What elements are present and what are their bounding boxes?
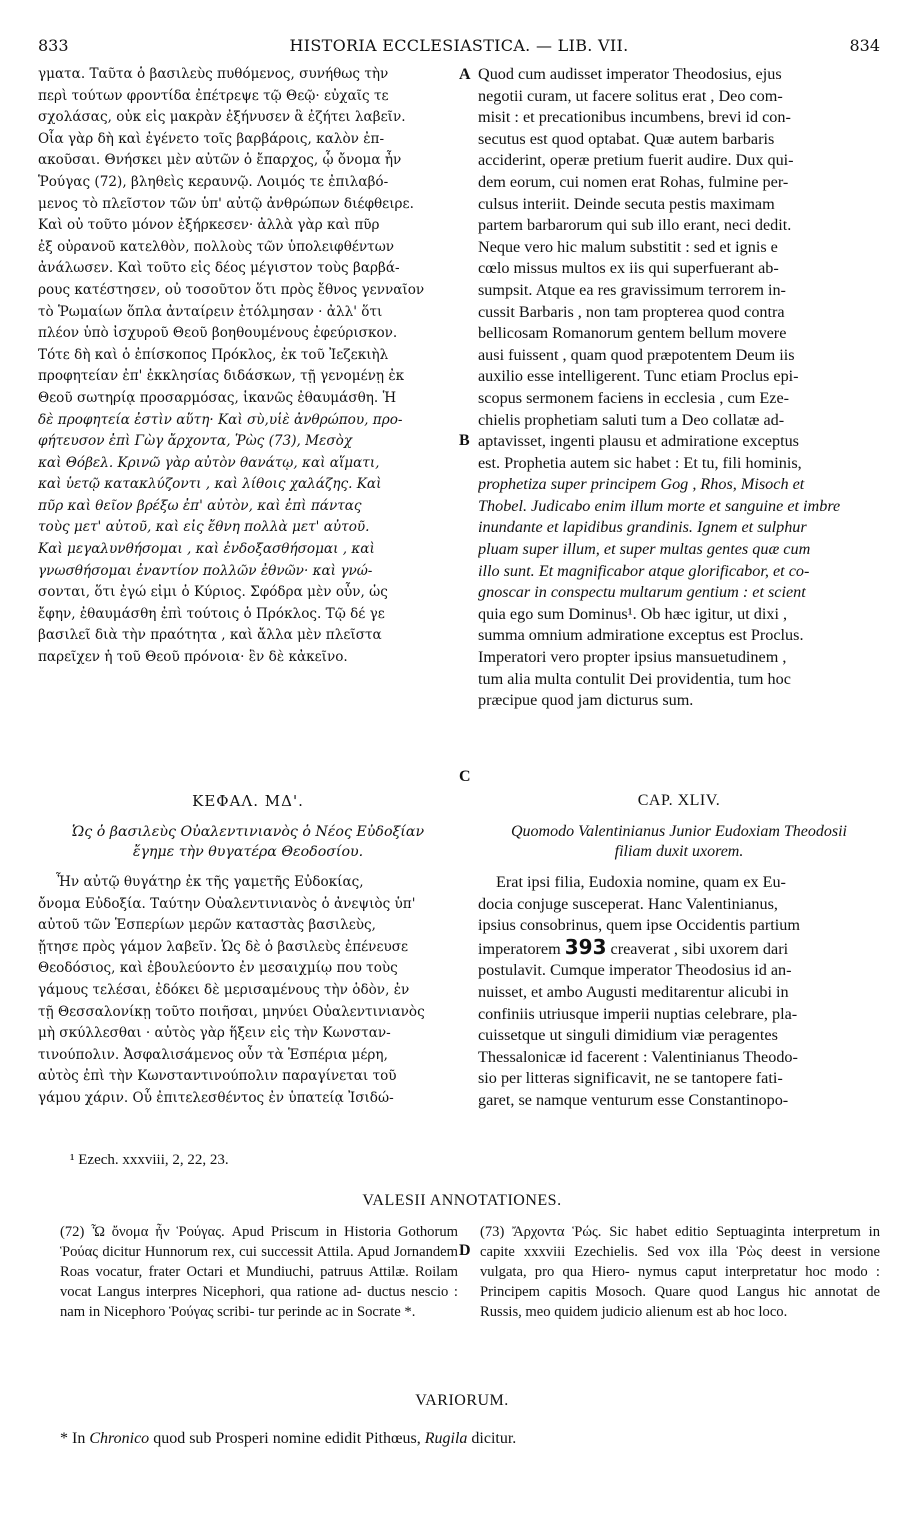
variorum-heading: VARIORUM. bbox=[415, 1392, 509, 1409]
annotation-line: Historia Gothorum Ῥούας dicitur Hunnorum rex, bbox=[60, 1224, 458, 1260]
greek-line: σχολάσας, οὐκ εἰς μακρὰν ἐξήνυσεν ἃ ἐζήτει λαβεῖν. bbox=[38, 109, 406, 126]
latin-line: prophetiza super principem Gog , Rhos, Misoch et bbox=[478, 475, 805, 494]
latin-line: cuissetque ut singuli dimidium viæ peragentes bbox=[478, 1026, 778, 1045]
latin-line: sumpsit. Atque ea res gravissimum terrorem in- bbox=[478, 280, 786, 299]
page-reference-number: 393 bbox=[564, 934, 607, 959]
greek-line: μὴ σκύλλεσθαι · αὐτὸς γὰρ ἥξειν εἰς τὴν Κωνσταν- bbox=[38, 1025, 391, 1042]
latin-line: negotii curam, ut facere solitus erat , Deo com- bbox=[478, 86, 783, 105]
latin-line: chielis prophetiam saluti tum a Deo collatæ ad- bbox=[478, 410, 785, 429]
latin-column-top bbox=[478, 64, 880, 720]
latin-line: aptavisset, ingenti plausu et admiratione exceptus bbox=[478, 432, 799, 451]
annotations-heading: VALESII ANNOTATIONES. bbox=[362, 1192, 562, 1209]
annotation-line: loco. bbox=[758, 1304, 788, 1320]
footnote-part: quod sub Prosperi nomine edidit Pithœus, bbox=[153, 1430, 421, 1447]
greek-chapter-subtitle bbox=[38, 822, 458, 862]
annotation-line: capitis Mosoch. Quare quod Langus hic annotat de bbox=[548, 1284, 880, 1300]
greek-line: Καὶ οὐ τοῦτο μόνον ἐξήρκεσεν· ἀλλὰ γὰρ καὶ πῦρ bbox=[38, 217, 380, 234]
annotation-line: nymus caput interpretatur hoc modo : Principem bbox=[480, 1264, 880, 1300]
page-number-right: 834 bbox=[849, 36, 880, 55]
greek-line: τοὺς μετ' αὐτοῦ, καὶ εἰς ἔθνη πολλὰ μετ' αὐτοῦ. bbox=[38, 519, 370, 536]
latin-line: secutus est quod optabat. Quæ autem barbaris bbox=[478, 129, 775, 148]
latin-line: nuisset, et ambo Augusti meditarentur alicubi in bbox=[478, 982, 789, 1001]
latin-line: bellicosam Romanorum gentem bellum movere bbox=[478, 324, 787, 343]
latin-line: culsus interiit. Deinde secuta pestis maximam bbox=[478, 194, 775, 213]
latin-line: garet, se namque venturum esse Constantinopo- bbox=[478, 1090, 789, 1109]
footnote-part: Rugila bbox=[424, 1430, 468, 1447]
latin-line: inundante et lapidibus grandinis. Ignem et sulphur bbox=[478, 518, 807, 537]
greek-line: περὶ τούτων φροντίδα ἐπέτρεψε τῷ Θεῷ· εὐχαῖς τε bbox=[38, 87, 389, 104]
greek-line: ἀνάλωσεν. Καὶ τοῦτο εἰς δέος μέγιστον τοὺς βαρβά- bbox=[38, 260, 400, 277]
latin-line: Imperatori vero propter ipsius mansuetudinem , bbox=[478, 648, 787, 667]
latin-line: postulavit. Cumque imperator Theodosius id an- bbox=[478, 961, 792, 980]
latin-line: sio per litteras significavit, ne se tantopere fati- bbox=[478, 1069, 783, 1088]
latin-line: docia conjuge susceperat. Hanc Valentinianus, bbox=[478, 894, 778, 913]
annotation-line: ductus nescio : nam in Nicephoro Ῥούγας scribi- bbox=[60, 1284, 458, 1320]
latin-line: Thessalonicæ id facerent : Valentinianus Theodo- bbox=[478, 1047, 798, 1066]
latin-line: est. Prophetia autem sic habet : Et tu, fili hominis, bbox=[478, 453, 802, 472]
running-header bbox=[38, 36, 880, 56]
latin-line: ipsius consobrinus, quem ipse Occidentis partium bbox=[478, 916, 800, 935]
running-title: HISTORIA ECCLESIASTICA. — LIB. VII. bbox=[289, 36, 629, 55]
greek-line: ακοῦσαι. Θνήσκει μὲν αὐτῶν ὁ ἔπαρχος, ᾧ ὄνομα ἦν bbox=[38, 152, 402, 169]
footnote-part: * In bbox=[60, 1430, 86, 1447]
latin-line: scopus sermonem faciens in ecclesia , cum Eze- bbox=[478, 388, 790, 407]
latin-line: præcipue quod jam dicturus sum. bbox=[478, 691, 694, 710]
greek-line: βασιλεῖ διὰ τὴν πραότητα , καὶ ἄλλα μὲν πλεῖστα bbox=[38, 627, 382, 644]
margin-marker-a: A bbox=[459, 66, 471, 83]
latin-line: pluam super illum, et super multas gentes quæ cum bbox=[478, 540, 811, 559]
latin-line: Erat ipsi filia, Eudoxia nomine, quam ex Eu- bbox=[496, 873, 786, 891]
greek-line: καὶ ὑετῷ κατακλύζοντι , καὶ λίθοις χαλάζης. Καὶ bbox=[38, 476, 382, 493]
greek-line: ἐξ οὐρανοῦ κατελθὸν, πολλοὺς τῶν ὑπολειφθέντων bbox=[38, 238, 395, 255]
greek-column-top bbox=[38, 64, 458, 676]
annotation-line: (72) Ὧ ὄνομα ἦν Ῥούγας. Apud Priscum in bbox=[60, 1224, 338, 1240]
latin-line: acciderint, operæ pretium fuerit audire. Dux qui- bbox=[478, 151, 794, 170]
footnote-part: dicitur. bbox=[471, 1430, 517, 1447]
greek-line: Ἦν αὐτῷ θυγάτηρ ἐκ τῆς γαμετῆς Εὐδοκίας, bbox=[56, 874, 364, 890]
latin-line: gnoscar in conspectu multarum gentium : et scient bbox=[478, 583, 806, 602]
latin-line: cussit Barbaris , non tam propterea quod contra bbox=[478, 302, 785, 321]
margin-marker-d: D bbox=[459, 1242, 471, 1259]
greek-line: Θεοδόσιος, καὶ ἐβουλεύοντο ἐν μεσαιχμίῳ που τοὺς bbox=[38, 960, 398, 977]
annotation-line: illa Ῥὼς deest in versione vulgata, pro qua Hiero- bbox=[480, 1244, 880, 1280]
greek-line: ρους κατέστησεν, οὐ τοσοῦτον ὅτι πρὸς ἔθνος γενναῖον bbox=[38, 281, 425, 298]
greek-line: Θεοῦ σωτηρίᾳ προσαρμόσας, ἱκανῶς ἐθαυμάσθη. Ἡ bbox=[38, 389, 397, 406]
latin-line: tum alia multa contulit Dei providentia, tum hoc bbox=[478, 669, 791, 688]
scripture-footnote: ¹ Ezech. xxxviii, 2, 22, 23. bbox=[70, 1152, 229, 1168]
latin-line: illo sunt. Et magnificabor atque glorificabor, et co- bbox=[478, 561, 810, 580]
greek-line: γάμους τελέσαι, ἐδόκει δὲ μερισαμένους τὴν ὁδὸν, ἐν bbox=[38, 981, 410, 998]
greek-line: Ῥούγας (72), βληθεὶς κεραυνῷ. Λοιμός τε ἐπιλαβό- bbox=[38, 173, 389, 190]
variorum-footnote bbox=[60, 1430, 516, 1448]
margin-marker-b: B bbox=[459, 432, 470, 449]
latin-line: partem barbarorum qui sub illo erant, neci dedit. bbox=[478, 216, 792, 235]
latin-line: dem eorum, cui nomen erat Rohas, fulmine per- bbox=[478, 172, 789, 191]
annotation-72 bbox=[60, 1222, 458, 1322]
latin-line: Quod cum audisset imperator Theodosius, ejus bbox=[478, 65, 782, 83]
latin-line: Thobel. Judicabo enim illum morte et sanguine et imbre bbox=[478, 496, 841, 515]
annotation-line: tur perinde ac in Socrate *. bbox=[258, 1304, 416, 1320]
latin-line: Neque vero hic malum substitit : sed et ignis e bbox=[478, 237, 778, 256]
latin-line-part: imperatorem bbox=[478, 939, 561, 958]
greek-column-bottom bbox=[38, 872, 458, 1116]
latin-subtitle-line: Quomodo Valentinianus Junior Eudoxiam Theodosii bbox=[511, 823, 847, 840]
latin-line: quia ego sum Dominus¹. Ob hæc igitur, ut dixi , bbox=[478, 604, 788, 623]
margin-marker-c: C bbox=[459, 768, 471, 785]
annotation-line: interpretum in capite xxxviii Ezechielis. Sed vox bbox=[480, 1224, 880, 1260]
annotation-line: (73) Ἄρχοντα Ῥώς. Sic habet editio Septuaginta bbox=[480, 1224, 785, 1240]
greek-line: ᾔτησε πρὸς γάμον λαβεῖν. Ὡς δὲ ὁ βασιλεὺς ἐπένευσε bbox=[38, 938, 409, 955]
annotation-line: frater Octari et Mundiuchi, patruus Attilæ. Roilam bbox=[148, 1264, 459, 1280]
greek-line: καὶ Θόβελ. Κρινῶ γὰρ αὐτὸν θανάτῳ, καὶ αἵματι, bbox=[38, 454, 380, 471]
annotation-line: Russis, meo quidem judicio alienum est ab hoc bbox=[480, 1304, 755, 1320]
latin-line: summa omnium admiratione exceptus est Proclus. bbox=[478, 626, 804, 645]
latin-line-part: creaverat , sibi uxorem dari bbox=[610, 939, 789, 958]
greek-line: δὲ προφητεία ἐστὶν αὕτη· Καὶ σὺ,υἱὲ ἀνθρώπου, προ- bbox=[38, 411, 403, 428]
latin-line bbox=[478, 934, 880, 961]
greek-line: Τότε δὴ καὶ ὁ ἐπίσκοπος Πρόκλος, ἐκ τοῦ Ἰεζεκιὴλ bbox=[38, 346, 389, 363]
greek-line: πλέον ὑπὸ ἰσχυροῦ Θεοῦ βοηθουμένους ἐφεύρισκον. bbox=[38, 325, 398, 342]
page-number-left: 833 bbox=[38, 36, 69, 55]
latin-subtitle-line: filiam duxit uxorem. bbox=[614, 843, 744, 860]
latin-column-bottom bbox=[478, 872, 880, 1116]
greek-line: αὐτὸς ἐπὶ τὴν Κωνσταντινούπολιν παραγίνεται τοῦ bbox=[38, 1068, 397, 1085]
greek-chapter-title: ΚΕΦΑΛ. ΜΔ'. bbox=[192, 792, 304, 810]
footnote-part: Chronico bbox=[89, 1430, 150, 1447]
greek-line: γματα. Ταῦτα ὁ βασιλεὺς πυθόμενος, συνήθως τὴν bbox=[38, 66, 389, 82]
latin-chapter-title: CAP. XLIV. bbox=[637, 792, 721, 809]
greek-line: τῇ Θεσσαλονίκῃ τοῦτο ποιῆσαι, μηνύει Οὐαλεντινιανὸς bbox=[38, 1003, 425, 1020]
annotation-line: cui successit Attila. Apud Jornandem Roas vocatur, bbox=[60, 1244, 458, 1280]
greek-line: τινούπολιν. Ἀσφαλισάμενος οὖν τὰ Ἑσπέρια μέρη, bbox=[38, 1046, 388, 1063]
greek-line: σονται, ὅτι ἐγώ εἰμι ὁ Κύριος. Σφόδρα μὲν οὖν, ὡς bbox=[38, 584, 388, 601]
latin-line: confiniis utriusque imperii nuptias celebrare, pla- bbox=[478, 1004, 798, 1023]
greek-line: φήτευσον ἐπὶ Γὼγ ἄρχοντα, Ῥὼς (73), Μεσὸχ bbox=[38, 433, 353, 450]
greek-line: μενος τὸ πλεῖστον τῶν ὑπ' αὐτῷ ἀνθρώπων διέφθειρε. bbox=[38, 195, 414, 212]
greek-line: ἔφην, ἐθαυμάσθη ἐπὶ τούτοις ὁ Πρόκλος. Τῷ δέ γε bbox=[38, 605, 385, 622]
greek-line: Καὶ μεγαλυνθήσομαι , καὶ ἐνδοξασθήσομαι , καὶ bbox=[38, 541, 375, 558]
greek-line: ὄνομα Εὐδοξία. Ταύτην Οὐαλεντινιανὸς ὁ ἀνεψιὸς ὑπ' bbox=[38, 895, 416, 912]
greek-line: πῦρ καὶ θεῖον βρέξω ἐπ' αὐτὸν, καὶ ἐπὶ πάντας bbox=[38, 497, 362, 514]
greek-line: παρεῖχεν ἡ τοῦ Θεοῦ πρόνοια· ἓν δὲ κἀκεῖνο. bbox=[38, 649, 348, 666]
greek-subtitle-line: Ὡς ὁ βασιλεὺς Οὐαλεντινιανὸς ὁ Νέος Εὐδοξίαν bbox=[71, 824, 425, 840]
latin-line: misit : et precationibus incumbens, brevi id con- bbox=[478, 108, 791, 127]
annotation-73 bbox=[480, 1222, 880, 1322]
greek-subtitle-line: ἔγημε τὴν θυγατέρα Θεοδοσίου. bbox=[132, 844, 364, 860]
greek-line: αὐτοῦ τῶν Ἑσπερίων μερῶν καταστὰς βασιλεὺς, bbox=[38, 917, 376, 934]
greek-line: τὸ Ῥωμαίων ὅπλα ἀνταίρειν ἐτόλμησαν · ἀλλ' ὅτι bbox=[38, 303, 383, 320]
greek-line: γνωσθήσομαι ἐναντίον πολλῶν ἐθνῶν· καὶ γνώ- bbox=[38, 562, 373, 579]
latin-chapter-subtitle bbox=[478, 822, 880, 862]
latin-line: cœlo missus multos ex iis qui superfuerant ab- bbox=[478, 259, 779, 278]
greek-line: προφητείαν ἐπ' ἐκκλησίας διδάσκων, τῇ γενομένῃ ἐκ bbox=[38, 368, 405, 385]
greek-line: γάμου χάριν. Οὗ ἐπιτελεσθέντος ἐν ὑπατείᾳ Ἰσιδώ- bbox=[38, 1089, 394, 1106]
annotation-line: vocat Langus interpres Nicephori, qua ratione ad- bbox=[60, 1284, 362, 1300]
latin-line: ausi fuissent , quam quod præpotentem Deum iis bbox=[478, 345, 795, 364]
greek-line: Οἷα γὰρ δὴ καὶ ἐγένετο τοῖς βαρβάροις, καλὸν ἐπ- bbox=[38, 130, 385, 147]
latin-line: auxilio esse intelligerent. Tunc etiam Proclus epi- bbox=[478, 367, 799, 386]
